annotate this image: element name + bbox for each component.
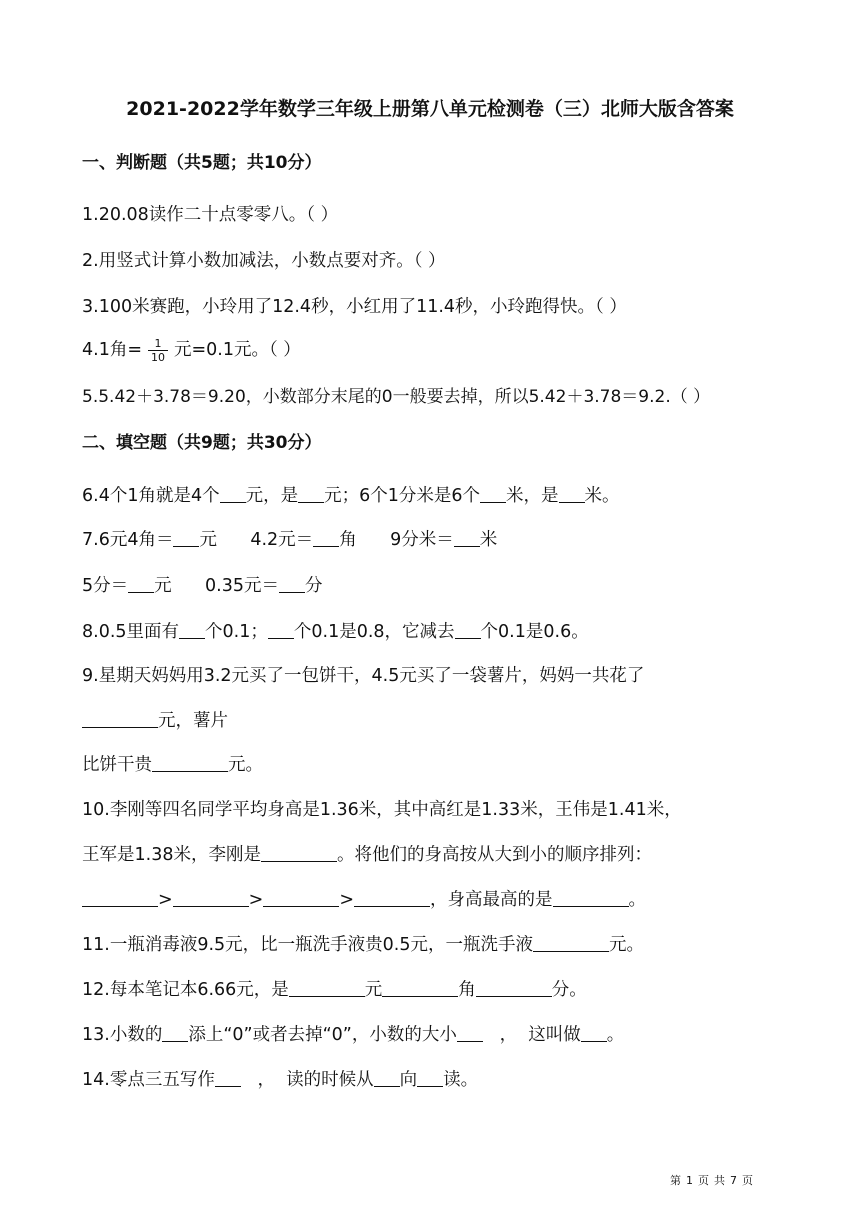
q11-text: 元。 [609, 935, 644, 955]
q7-text: 5分＝ [82, 576, 129, 596]
answer-blank[interactable] [261, 843, 337, 862]
fraction [148, 337, 168, 364]
q8-text: 个0.1是0.8，它减去 [293, 622, 455, 642]
q7-text: 分 [304, 576, 323, 596]
answer-blank[interactable] [289, 978, 365, 997]
document-title: 2021-2022学年数学三年级上册第八单元检测卷（三）北师大版含答案 [126, 98, 734, 120]
question-7-line-2 [82, 572, 322, 597]
question-10-line-2 [82, 841, 652, 866]
q12-text: 元 [364, 980, 383, 1000]
answer-blank[interactable] [476, 978, 552, 997]
question-1: 1.20.08读作二十点零零八。（ ） [82, 205, 339, 225]
answer-blank[interactable] [313, 528, 339, 547]
answer-blank[interactable] [173, 528, 199, 547]
q13-text: 。 [606, 1025, 625, 1045]
q9-text: 元。 [228, 755, 263, 775]
answer-blank[interactable] [533, 933, 609, 952]
answer-blank[interactable] [215, 1068, 241, 1087]
q14-text: 向 [399, 1070, 418, 1090]
answer-blank[interactable] [268, 620, 294, 639]
answer-blank[interactable] [454, 528, 480, 547]
footer-text: 页 [698, 1174, 710, 1187]
answer-blank[interactable] [82, 888, 158, 907]
answer-blank[interactable] [128, 574, 154, 593]
fraction-denominator: 10 [151, 350, 165, 364]
section-heading-fill-in: 二、填空题（共9题；共30分） [82, 433, 322, 453]
total-pages-number: 7 [730, 1174, 738, 1187]
q9-text: 比饼干贵 [82, 755, 152, 775]
q8-text: 个0.1是0.6。 [480, 622, 589, 642]
question-9-line-1: 9.星期天妈妈用3.2元买了一包饼干，4.5元买了一袋薯片，妈妈一共花了 [82, 666, 645, 686]
answer-blank[interactable] [374, 1068, 400, 1087]
q13-text: ， 这叫做 [482, 1025, 581, 1045]
question-4-text-end: 元=0.1元。（ ） [174, 340, 301, 360]
q10-text: 王军是1.38米，李刚是 [82, 845, 261, 865]
fraction-numerator: 1 [148, 337, 168, 351]
question-13 [82, 1021, 624, 1046]
q7-text: 元 4.2元＝ [199, 530, 314, 550]
question-8 [82, 618, 589, 643]
q7-text: 7.6元4角＝ [82, 530, 174, 550]
q12-text: 12.每本笔记本6.66元，是 [82, 980, 289, 1000]
answer-blank[interactable] [82, 709, 158, 728]
q7-text: 米 [479, 530, 498, 550]
answer-blank[interactable] [455, 620, 481, 639]
question-7-line-1 [82, 526, 497, 551]
q14-text: 读。 [443, 1070, 479, 1090]
q10-text: 。 [628, 890, 647, 910]
question-5: 5.5.42＋3.78＝9.20，小数部分末尾的0一般要去掉，所以5.42＋3.78＝9.2.（ ） [82, 387, 711, 407]
answer-blank[interactable] [173, 888, 249, 907]
q12-text: 分。 [551, 980, 587, 1000]
question-4 [82, 336, 301, 364]
question-4-text-start: 4.1角= [82, 340, 142, 360]
q7-text: 元 0.35元＝ [154, 576, 279, 596]
q11-text: 11.一瓶消毒液9.5元，比一瓶洗手液贵0.5元，一瓶洗手液 [82, 935, 533, 955]
answer-blank[interactable] [152, 753, 228, 772]
page-footer [668, 1172, 756, 1188]
q9-text: 元，薯片 [158, 711, 228, 731]
question-10-line-1: 10.李刚等四名同学平均身高是1.36米，其中高红是1.33米，王伟是1.41米， [82, 800, 682, 820]
question-10-line-3 [82, 886, 646, 911]
q13-text: 添上“0”或者去掉“0”，小数的大小 [188, 1025, 457, 1045]
answer-blank[interactable] [179, 620, 205, 639]
q12-text: 角 [458, 980, 476, 1000]
answer-blank[interactable] [354, 888, 430, 907]
greater-than-sign: > [158, 890, 173, 910]
current-page-number: 1 [686, 1174, 694, 1187]
q6-text: 元；6个1分米是6个 [324, 486, 481, 506]
answer-blank[interactable] [480, 484, 506, 503]
q7-text: 角 9分米＝ [339, 530, 454, 550]
q6-text: 6.4个1角就是4个 [82, 486, 220, 506]
footer-text: 第 [670, 1174, 682, 1187]
q14-text: ， 读的时候从 [240, 1070, 374, 1090]
question-12 [82, 976, 587, 1001]
greater-than-sign: > [248, 890, 264, 910]
question-9-line-2 [82, 707, 228, 732]
q8-text: 个0.1； [205, 622, 268, 642]
question-6 [82, 482, 620, 507]
question-11 [82, 931, 644, 956]
answer-blank[interactable] [559, 484, 585, 503]
answer-blank[interactable] [382, 978, 458, 997]
answer-blank[interactable] [417, 1068, 443, 1087]
section-heading-judgement: 一、判断题（共5题；共10分） [82, 153, 322, 173]
q13-text: 13.小数的 [82, 1025, 163, 1045]
question-14 [82, 1066, 478, 1091]
q10-text: 。将他们的身高按从大到小的顺序排列： [336, 845, 652, 865]
q6-text: 米。 [584, 486, 620, 506]
answer-blank[interactable] [298, 484, 324, 503]
answer-blank[interactable] [263, 888, 339, 907]
q6-text: 米，是 [506, 486, 559, 506]
q8-text: 8.0.5里面有 [82, 622, 180, 642]
answer-blank[interactable] [162, 1023, 188, 1042]
question-9-line-3 [82, 751, 263, 776]
q10-text: ，身高最高的是 [430, 890, 553, 910]
answer-blank[interactable] [581, 1023, 607, 1042]
q14-text: 14.零点三五写作 [82, 1070, 215, 1090]
question-3: 3.100米赛跑，小玲用了12.4秒，小红用了11.4秒，小玲跑得快。（ ） [82, 297, 627, 317]
footer-text: 页 [742, 1174, 754, 1187]
q6-text: 元，是 [245, 486, 299, 506]
footer-text: 共 [714, 1174, 726, 1187]
answer-blank[interactable] [553, 888, 629, 907]
question-2: 2.用竖式计算小数加减法，小数点要对齐。（ ） [82, 251, 446, 271]
greater-than-sign: > [339, 890, 355, 910]
answer-blank[interactable] [457, 1023, 483, 1042]
answer-blank[interactable] [279, 574, 305, 593]
answer-blank[interactable] [220, 484, 246, 503]
